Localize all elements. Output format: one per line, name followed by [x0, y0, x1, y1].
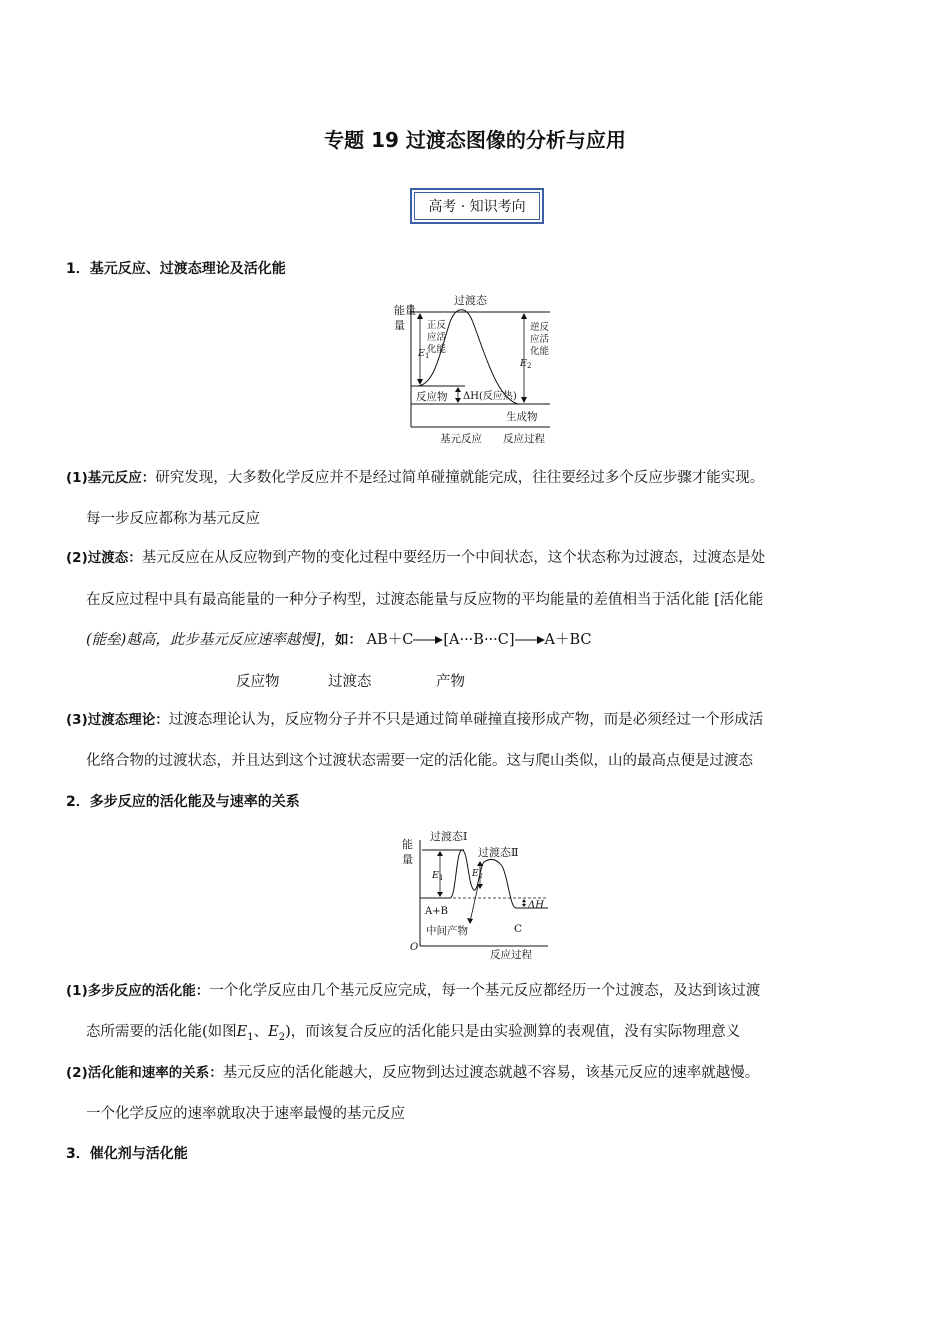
s1-p3-text: 过渡态理论认为，反应物分子并不只是通过简单碰撞直接形成产物，而是必须经过一个形成活 — [168, 712, 764, 728]
d2-x-label: 反应过程 — [490, 949, 532, 961]
s1-p1-text: 研究发现，大多数化学反应并不是经过简单碰撞就能完成，往往要经过多个反应步骤才能实现。 — [155, 470, 765, 486]
s2-p1-text: 一个化学反应由几个基元反应完成，每一个基元反应都经历一个过渡态，及达到该过渡 — [209, 983, 761, 999]
eq-products: A＋BC — [544, 632, 592, 648]
energy-diagram-1 — [390, 292, 560, 448]
section-banner-label: 高考 · 知识考向 — [414, 192, 540, 220]
s2-e2-ref: E — [268, 1024, 279, 1040]
d1-reactant: 反应物 — [416, 391, 448, 403]
s1-p3-line2: 化络合物的过渡状态，并且达到这个过渡状态需要一定的活化能。这与爬山类似，山的最高点便是过渡态 — [86, 753, 753, 769]
d1-e2-label: E — [520, 358, 527, 369]
term-elementary-reaction: (1)基元反应： — [66, 470, 156, 486]
s2-e2-sub: 2 — [278, 1031, 286, 1043]
term-transition-state: (2)过渡态： — [66, 550, 142, 566]
d1-fwd-ea-2: 应活 — [427, 332, 447, 343]
d1-delta-h: ΔH(反应热) — [463, 391, 517, 402]
d2-y-label-2: 量 — [402, 853, 413, 866]
heading-section-3: 3．催化剂与活化能 — [66, 1146, 188, 1162]
d2-intermediate: 中间产物 — [426, 925, 468, 937]
d2-delta-h: ΔH — [528, 900, 544, 911]
s2-p2-line1 — [66, 1063, 896, 1083]
s1-p3-line1 — [66, 710, 896, 730]
s1-p2-text: 基元反应在从反应物到产物的变化过程中要经历一个中间状态，这个状态称为过渡态，过渡态是处 — [141, 550, 766, 566]
svg-text:E2 — [519, 358, 531, 370]
energy-diagram-2 — [398, 826, 556, 964]
d1-y-label: 能量 — [394, 304, 416, 317]
s1-p1-line2: 每一步反应都称为基元反应 — [86, 511, 260, 527]
s2-ref-sep: 、 — [253, 1024, 269, 1040]
section-banner — [410, 188, 544, 224]
d1-e1-sub: 1 — [424, 352, 430, 360]
term-multistep-ea: (1)多步反应的活化能： — [66, 983, 210, 999]
s1-p2-italic: (能垒)越高，此步基元反应速率越慢]， — [86, 632, 335, 648]
d1-rev-ea-3: 化能 — [530, 346, 550, 357]
svg-text:E1 — [431, 870, 443, 882]
s2-p1-line2-b: )，而该复合反应的活化能只是由实验测算的表观值，没有实际物理意义 — [285, 1024, 741, 1040]
s2-e1-ref: E — [236, 1024, 248, 1040]
d2-e2-sub: 2 — [478, 872, 483, 880]
d2-ts1: 过渡态Ⅰ — [430, 830, 468, 843]
eq-arrow-1 — [413, 635, 443, 645]
d2-e2-label: E — [472, 869, 479, 879]
term-transition-theory: (3)过渡态理论： — [66, 712, 169, 728]
d1-product: 生成物 — [506, 411, 538, 423]
d2-origin: O — [410, 942, 419, 953]
s1-p2-line2: 在反应过程中具有最高能量的一种分子构型，过渡态能量与反应物的平均能量的差值相当于活化能 [活化能 — [86, 592, 764, 608]
d1-fwd-ea-1: 正反 — [427, 320, 447, 331]
d1-x-label-1: 基元反应 — [440, 433, 482, 445]
d1-fwd-ea-3: 化能 — [427, 344, 447, 355]
eq-label-transition: 过渡态 — [328, 674, 372, 690]
s1-p1-line1 — [66, 468, 896, 488]
eq-transition: [A···B···C] — [443, 632, 515, 648]
heading-section-2: 2．多步反应的活化能及与速率的关系 — [66, 794, 300, 810]
s2-p1-line2-a: 态所需要的活化能(如图 — [86, 1024, 237, 1040]
d1-transition-state: 过渡态 — [454, 294, 487, 307]
s2-e1-sub: 1 — [247, 1031, 254, 1043]
d1-x-label-2: 反应过程 — [503, 433, 545, 445]
d1-rev-ea-1: 逆反 — [530, 322, 550, 333]
d2-e1-label: E — [432, 870, 439, 881]
s2-p1-line2 — [86, 1022, 916, 1048]
s2-p2-text: 基元反应的活化能越大，反应物到达过渡态就越不容易，该基元反应的速率就越慢。 — [222, 1065, 760, 1081]
term-ea-rate: (2)活化能和速率的关系： — [66, 1065, 223, 1081]
s1-p2-line3 — [86, 630, 916, 650]
d1-e2-sub: 2 — [526, 362, 532, 370]
d1-y-label-2: 量 — [394, 319, 405, 332]
eq-label-product: 产物 — [436, 674, 465, 690]
d2-ts2: 过渡态Ⅱ — [478, 846, 519, 859]
d2-product: C — [514, 923, 523, 935]
d1-e1-label: E — [418, 348, 425, 359]
s1-p2-line1 — [66, 548, 896, 568]
s1-p2-example: 如： — [334, 632, 362, 648]
d2-reactant: A+B — [425, 906, 448, 917]
d2-y-label-1: 能 — [402, 838, 413, 851]
s2-p1-line1 — [66, 981, 896, 1001]
page-title: 专题 19 过渡态图像的分析与应用 — [324, 128, 626, 152]
eq-arrow-2 — [515, 635, 545, 645]
eq-label-reactant: 反应物 — [236, 674, 280, 690]
d2-e1-sub: 1 — [438, 874, 444, 882]
heading-section-1: 1．基元反应、过渡态理论及活化能 — [66, 261, 286, 277]
d1-rev-ea-2: 应活 — [530, 334, 550, 345]
eq-reactants: AB＋C — [366, 632, 414, 648]
s2-p2-line2: 一个化学反应的速率就取决于速率最慢的基元反应 — [86, 1106, 405, 1122]
